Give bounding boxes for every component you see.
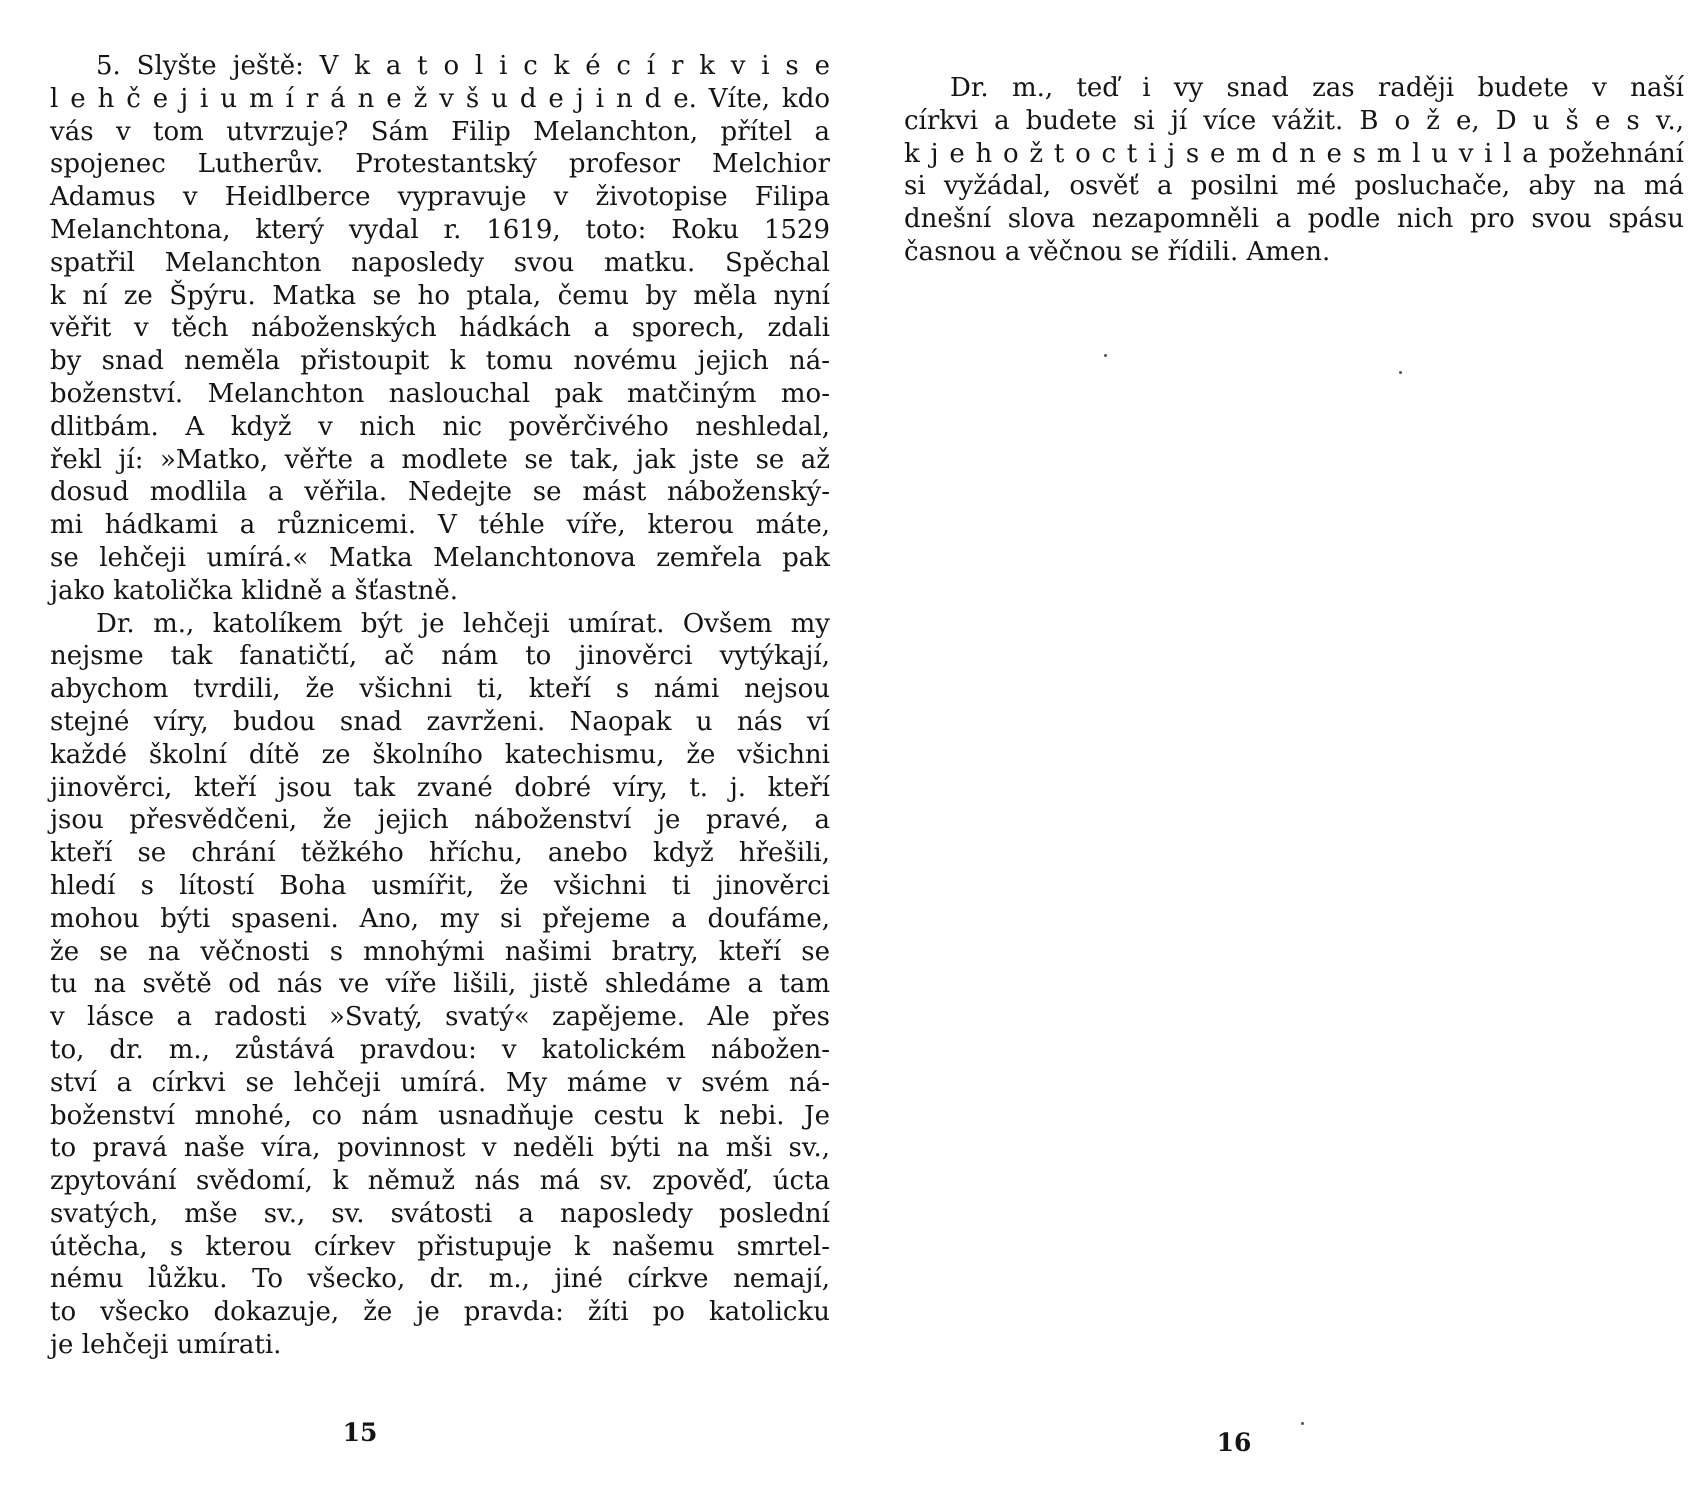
- text-line: l e h č e j i u m í r á n e ž v š u d e j i n d e. Víte, kdo: [50, 83, 830, 114]
- text-line: 5. Slyšte ještě: V k a t o l i c k é c í r k v i s e: [96, 51, 830, 81]
- text-line: jsou přesvědčeni, že jejich náboženství je pravé, a: [50, 805, 830, 836]
- text-line: kteří se chrání těžkého hříchu, anebo když hřešili,: [50, 838, 830, 869]
- left-page-text: [50, 50, 830, 1362]
- text-line: hledí s lítostí Boha usmířit, že všichni ti jinověrci: [50, 870, 830, 901]
- text-line: to všecko dokazuje, že je pravda: žíti po katolicku: [50, 1297, 830, 1328]
- print-speck: [1399, 371, 1402, 374]
- page-number: 16: [1216, 1428, 1252, 1457]
- text-line: každé školní dítě ze školního katechismu, že všichni: [50, 739, 830, 770]
- text-line: si vyžádal, osvěť a posilni mé posluchače, aby na má: [904, 171, 1684, 202]
- text-line: abychom tvrdili, že všichni ti, kteří s námi nejsou: [50, 674, 830, 705]
- text-line: boženství mnohé, co nám usnadňuje cestu k nebi. Je: [50, 1100, 830, 1131]
- text-line: je lehčeji umírati.: [50, 1330, 282, 1361]
- text-line: by snad neměla přistoupit k tomu novému jejich ná-: [50, 346, 830, 377]
- text-line: Dr. m., katolíkem být je lehčeji umírat. Ovšem my: [96, 608, 830, 639]
- text-line: se lehčeji umírá.« Matka Melanchtonova zemřela pak: [50, 542, 830, 573]
- text-line: Adamus v Heidlberce vypravuje v životopise Filipa: [50, 182, 830, 213]
- text-line: dosud modlila a věřila. Nedejte se mást náboženský-: [50, 477, 830, 508]
- page-number: 15: [342, 1418, 378, 1447]
- text-line: k j e h o ž t o c t i j s e m d n e s m l u v i l a požehnání: [904, 138, 1684, 169]
- text-line: nejsme tak fanatičtí, ač nám to jinověrci vytýkají,: [50, 641, 830, 672]
- text-line: spojenec Lutherův. Protestantský profesor Melchior: [50, 149, 830, 180]
- text-line: boženství. Melanchton naslouchal pak matčiným mo-: [50, 378, 830, 409]
- text-line: Dr. m., teď i vy snad zas raději budete v naší: [950, 73, 1684, 103]
- text-line: dnešní slova nezapomněli a podle nich pro svou spásu: [904, 204, 1684, 235]
- print-speck: [1104, 354, 1107, 357]
- text-line: to pravá naše víra, povinnost v neděli býti na mši sv.,: [50, 1133, 830, 1164]
- text-line: stejné víry, budou snad zavrženi. Naopak u nás ví: [50, 706, 830, 737]
- text-line: Melanchtona, který vydal r. 1619, toto: Roku 1529: [50, 214, 830, 245]
- right-page-text: [904, 72, 1684, 269]
- text-line: dlitbám. A když v nich nic pověrčivého neshledal,: [50, 411, 830, 442]
- text-line: mi hádkami a různicemi. V téhle víře, kterou máte,: [50, 510, 830, 541]
- text-line: že se na věčnosti s mnohými našimi bratry, kteří se: [50, 936, 830, 967]
- text-line: tu na světě od nás ve víře lišili, jistě shledáme a tam: [50, 969, 830, 1000]
- text-line: svatých, mše sv., sv. svátosti a naposledy poslední: [50, 1198, 830, 1229]
- text-line: vás v tom utvrzuje? Sám Filip Melanchton, přítel a: [50, 116, 830, 147]
- text-line: jinověrci, kteří jsou tak zvané dobré víry, t. j. kteří: [50, 772, 830, 803]
- text-line: spatřil Melanchton naposledy svou matku. Spěchal: [50, 247, 830, 278]
- text-line: nému lůžku. To všecko, dr. m., jiné církve nemají,: [50, 1264, 830, 1295]
- text-line: jako katolička klidně a šťastně.: [50, 575, 458, 606]
- print-speck: [1301, 1422, 1304, 1425]
- text-line: zpytování svědomí, k němuž nás má sv. zpověď, úcta: [50, 1166, 830, 1197]
- text-line: mohou býti spaseni. Ano, my si přejeme a doufáme,: [50, 903, 830, 934]
- text-line: to, dr. m., zůstává pravdou: v katolickém nábožen-: [50, 1034, 830, 1065]
- text-line: časnou a věčnou se řídili. Amen.: [904, 236, 1331, 267]
- text-line: k ní ze Špýru. Matka se ho ptala, čemu by měla nyní: [50, 280, 830, 311]
- text-line: ství a církvi se lehčeji umírá. My máme v svém ná-: [50, 1067, 830, 1098]
- text-line: věřit v těch náboženských hádkách a sporech, zdali: [50, 313, 830, 344]
- text-line: řekl jí: »Matko, věřte a modlete se tak, jak jste se až: [50, 444, 830, 475]
- text-line: církvi a budete si jí více vážit. B o ž e, D u š e s v.,: [904, 105, 1684, 136]
- text-line: v lásce a radosti »Svatý, svatý« zapějeme. Ale přes: [50, 1002, 830, 1033]
- text-line: útěcha, s kterou církev přistupuje k našemu smrtel-: [50, 1231, 830, 1262]
